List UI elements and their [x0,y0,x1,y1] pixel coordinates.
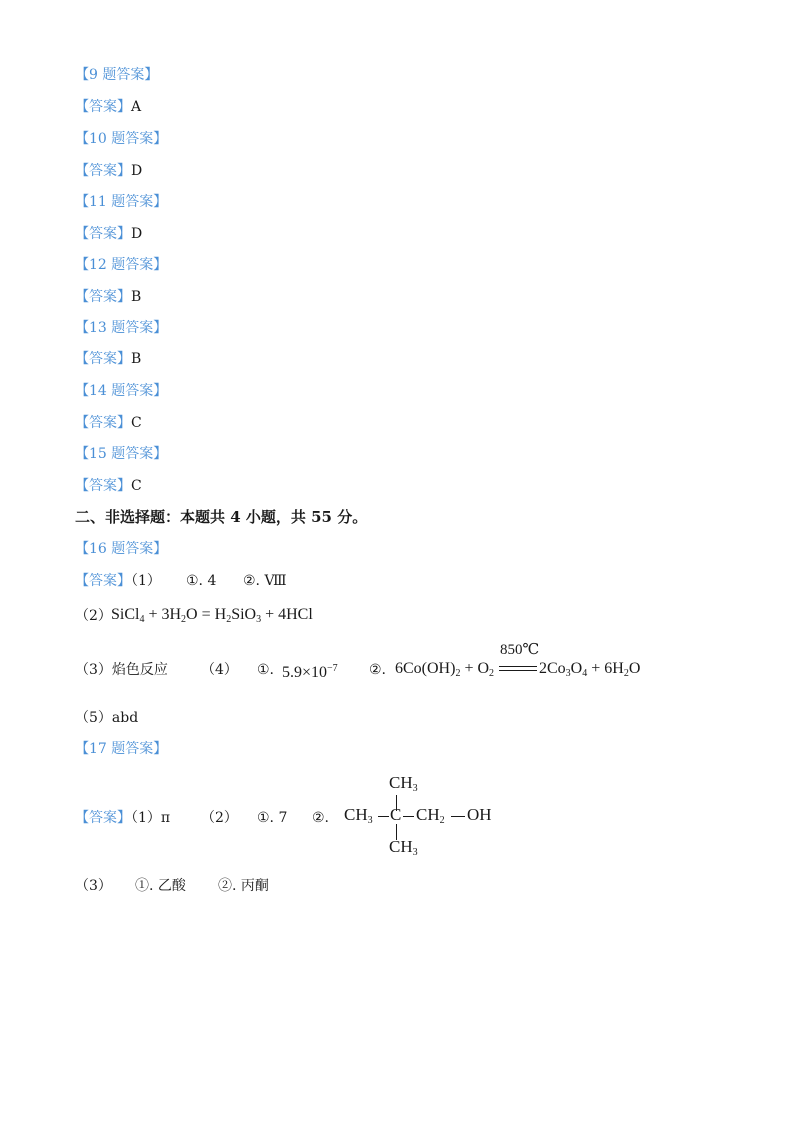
question-16-header: 【16 题答案】 [75,541,168,557]
question-16-part-1-b: ②. Ⅷ [243,573,287,589]
question-10-answer: 【答案】D [75,163,143,179]
question-16-part-5: （5）abd [75,710,139,726]
question-15-answer: 【答案】C [75,478,142,494]
question-17-part-2-a: ①. 7 [257,810,288,826]
question-14-header: 【14 题答案】 [75,383,168,399]
question-17-part-2-b: ②. [312,810,330,826]
quaternary-carbon: C [390,805,402,824]
ksp-value: $5.9\times 10^{-7}$ [282,663,338,681]
question-16-part-4-a: ①. [257,662,275,678]
question-10-header: 【10 题答案】 [75,131,168,147]
question-16-part-2-label: （2） [75,608,112,624]
equals-line-bottom [499,670,537,671]
bond-right [403,816,414,817]
methyl-top: $CH_3$ [389,773,418,794]
question-12-header: 【12 题答案】 [75,257,168,273]
section-title: 二、非选择题：本题共 4 小题，共 55 分。 [75,508,368,526]
equation-reactants: $6Co(OH)_2 + O_2$ [395,660,495,679]
question-13-answer: 【答案】B [75,351,142,367]
question-16-part-3: （3）焰色反应 [75,662,168,678]
question-17-part-1: 【答案】（1）π [75,810,171,826]
bond-left [378,816,389,817]
question-9-answer: 【答案】A [75,99,142,115]
question-17-part-3-b: ②. 丙酮 [218,878,269,894]
question-14-answer: 【答案】C [75,415,142,431]
question-16-part-4-label: （4） [201,662,238,678]
question-11-header: 【11 题答案】 [75,194,168,210]
methyl-bottom: $CH_3$ [389,837,418,858]
question-16-part-4-b: ②. [369,662,387,678]
equation-sicl4-hydrolysis: SiCl$_4$ + $3H_2O = H_2SiO_3 + 4HCl$ [111,606,313,625]
equals-line-top [499,666,537,667]
structural-formula-neopentyl-alcohol [342,773,502,861]
question-9-header: 【9 题答案】 [75,67,159,83]
hydroxyl: OH [467,805,492,824]
question-13-header: 【13 题答案】 [75,320,168,336]
question-17-part-3-a: ①. 乙酸 [135,878,186,894]
question-17-header: 【17 题答案】 [75,741,168,757]
question-11-answer: 【答案】D [75,226,143,242]
reaction-condition: 850℃ [500,642,540,658]
question-17-part-3-label: （3） [75,878,112,894]
methylene: $CH_2$ [416,805,445,826]
question-15-header: 【15 题答案】 [75,446,168,462]
equation-products: $2Co_3O_4 + 6H_2O$ [539,660,641,679]
question-17-part-2-label: （2） [201,810,238,826]
question-16-part-1-a: ①. 4 [186,573,217,589]
bond-oh [451,816,465,817]
question-16-part-1: 【答案】（1） [75,573,161,589]
methyl-left: $CH_3$ [344,805,373,826]
question-12-answer: 【答案】B [75,289,142,305]
